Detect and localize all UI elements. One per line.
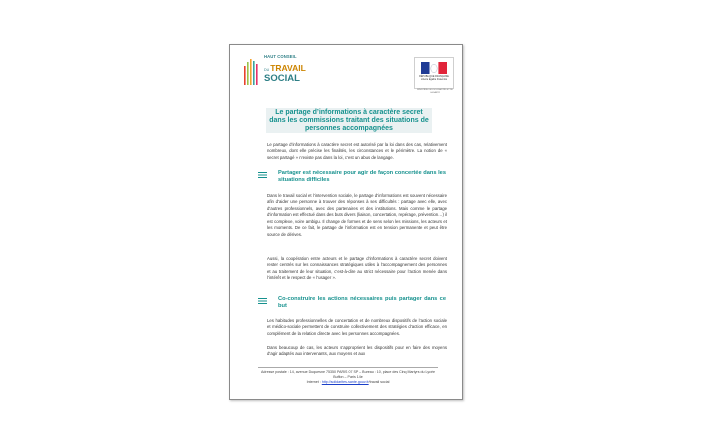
footer-website-link[interactable]: http://solidarites-sante.gouv.fr [321,380,369,385]
document-page [229,44,463,400]
footer-divider [258,367,438,368]
document-title: Le partage d’informations à caractère secret dans les commissions traitant des situations de personnes accompagnées [266,108,432,133]
logo-wordmark [264,55,306,84]
section-heading-2 [258,296,448,314]
paragraph-5: Dans beaucoup de cas, les acteurs s’approprient les dispositifs pour en faire des moyens d’agir adaptés aux intervenants, aux moyens et aux [267,345,447,357]
paragraph-4: Les habitudes professionnelles de concertation et de nombreux dispositifs de l’action sociale et médico-sociale permettent de construire collectivement des stratégies d’action efficace, en complément de la relation directe avec les personnes accompagnées. [267,318,447,336]
section-title-2: Co-construire les actions nécessaires puis partager dans ce but [278,296,446,310]
ministry-name: MINISTÈRE DES SOLIDARITÉS ET DE LA SANTÉ [417,89,453,94]
footer [258,370,438,385]
logo-line-1: HAUT CONSEIL [264,54,297,59]
logo-line-4: SOCIAL [264,73,300,85]
logo-line-3: TRAVAIL [270,63,306,74]
marianne-logo [414,57,454,89]
footer-internet-label: Internet : [306,380,322,385]
hcts-logo [244,55,324,89]
marianne-line-1: RÉPUBLIQUE FRANÇAISE [419,75,449,78]
logo-bars-icon [244,57,262,85]
section-marker-icon [258,298,267,304]
paragraph-2: Dans le travail social et l’intervention sociale, le partage d’informations est souvent nécessaire afin d’aider une personne à trouver des réponses à ses difficultés : partage avec elle, avec d’autres professionnels, avec des partenaires et des institutions. Mais comme le partage d’information est effectué dans des buts divers (liaison, concertation, repérage, prévention…) il est complexe, voire ambigu. Il change de formes et de sens selon les missions, les acteurs et les moments. De ce fait, le partage de l’information est en tension permanente et peut être source de dérives. [267,193,448,237]
footer-address: Adresse postale : 14, avenue Duquesne 75350 PARIS 07 SP – Bureau : 10, place des Cinq Martyrs du Lycée Buffon – Paris 14e [261,370,435,380]
marianne-flag-icon [421,62,447,74]
footer-internet [258,380,438,385]
marianne-line-2: Liberté Égalité Fraternité [420,77,448,81]
paragraph-3: Aussi, la coopération entre acteurs et le partage d’informations à caractère secret doivent rester centrés sur les connaissances stratégiques utiles à l’accompagnement des personnes et au traitement de leur situation, c’est-à-dire au strict nécessaire pour l’action menée dans l’intérêt et le respect de « l’usager ». [267,256,447,281]
paragraph-intro: Le partage d’informations à caractère secret est autorisé par la loi dans des cas, relativement nombreux, dont elle précise les finalités, les circonstances et le périmètre. La notion de « secret partagé » n’existe pas dans la loi, c’est un abus de langage. [267,142,447,160]
section-marker-icon [258,172,267,178]
section-heading-1 [258,170,448,188]
footer-link-suffix: /travail social [368,380,390,385]
logo-line-2: DU [264,68,270,73]
section-title-1: Partager est nécessaire pour agir de façon concertée dans les situations difficiles [278,170,446,184]
